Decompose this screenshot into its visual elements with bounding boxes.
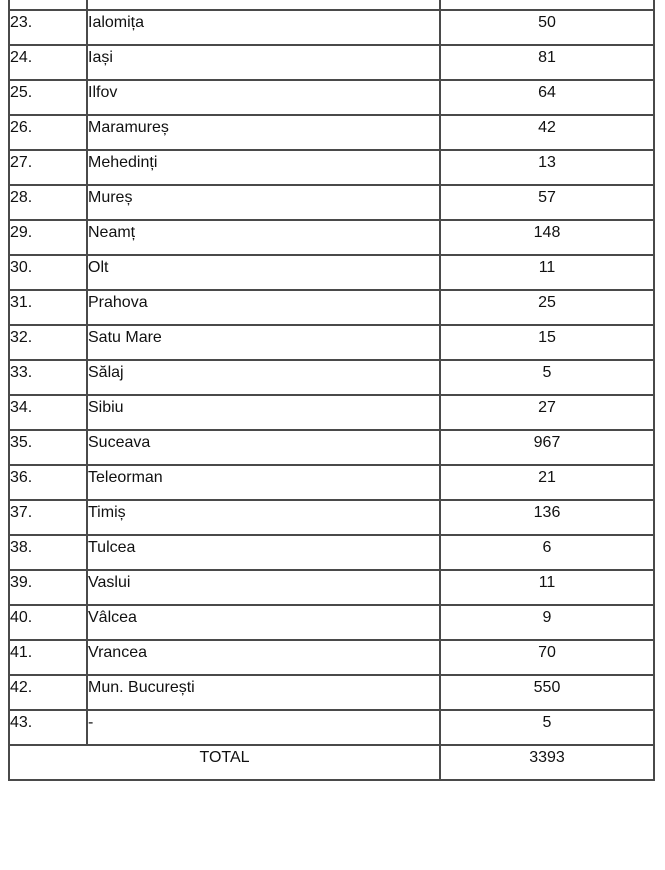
value-cell [440, 360, 654, 395]
row-number-cell [9, 45, 87, 80]
county-name: Ilfov [88, 84, 118, 101]
county-name: - [88, 714, 94, 731]
row-number: 25. [10, 84, 33, 101]
county-value: 81 [538, 49, 556, 66]
row-number-cell [9, 395, 87, 430]
table-row [9, 675, 654, 710]
county-name: Mehedinți [88, 154, 158, 171]
value-cell [440, 500, 654, 535]
row-number-cell [9, 255, 87, 290]
county-value: 42 [538, 119, 556, 136]
county-name-cell [87, 465, 440, 500]
value-cell [440, 10, 654, 45]
county-name-cell [87, 500, 440, 535]
value-cell [440, 430, 654, 465]
county-name: Timiș [88, 504, 126, 521]
total-label-cell [9, 745, 440, 780]
county-value: 9 [542, 609, 552, 626]
table-row [9, 640, 654, 675]
row-number-cell [9, 150, 87, 185]
value-cell [440, 150, 654, 185]
county-name-cell [87, 360, 440, 395]
table-row [9, 80, 654, 115]
row-number-cell [9, 360, 87, 395]
total-row [9, 745, 654, 780]
county-value: 5 [542, 364, 552, 381]
row-number-cell [9, 500, 87, 535]
county-name: Vrancea [88, 644, 147, 661]
row-number: 30. [10, 259, 33, 276]
county-value: 64 [538, 84, 556, 101]
table-row [9, 710, 654, 745]
county-name: Maramureș [88, 119, 169, 136]
row-number: 42. [10, 679, 33, 696]
county-value: 967 [533, 434, 561, 451]
row-number-cell [9, 115, 87, 150]
value-cell [440, 710, 654, 745]
county-name-cell [87, 675, 440, 710]
value-cell [440, 570, 654, 605]
row-number: 23. [10, 14, 33, 31]
table-row [9, 430, 654, 465]
value-cell [440, 255, 654, 290]
table-row [9, 115, 654, 150]
total-value: 3393 [529, 749, 565, 766]
row-number: 37. [10, 504, 33, 521]
row-number: 31. [10, 294, 33, 311]
county-name: Mun. București [88, 679, 195, 696]
county-name-cell [87, 395, 440, 430]
row-number: 27. [10, 154, 33, 171]
county-table [8, 9, 655, 781]
table-continuation-edge [8, 0, 655, 9]
county-name-cell [87, 220, 440, 255]
table-row [9, 185, 654, 220]
row-number-cell [9, 80, 87, 115]
county-name-cell [87, 535, 440, 570]
table-row [9, 360, 654, 395]
county-name-cell [87, 325, 440, 360]
county-value: 11 [538, 574, 556, 591]
county-value: 21 [538, 469, 556, 486]
table-row [9, 255, 654, 290]
county-name: Ialomița [88, 14, 145, 31]
county-name-cell [87, 45, 440, 80]
row-number-cell [9, 325, 87, 360]
county-name: Suceava [88, 434, 151, 451]
county-value: 27 [538, 399, 556, 416]
county-value: 25 [538, 294, 556, 311]
county-name: Vaslui [88, 574, 131, 591]
value-cell [440, 395, 654, 430]
row-number: 29. [10, 224, 33, 241]
county-value: 70 [538, 644, 556, 661]
row-number: 38. [10, 539, 33, 556]
table-row [9, 605, 654, 640]
county-name: Iași [88, 49, 113, 66]
value-cell [440, 220, 654, 255]
county-value: 15 [538, 329, 556, 346]
row-number-cell [9, 220, 87, 255]
table-row [9, 535, 654, 570]
value-cell [440, 675, 654, 710]
table-row [9, 500, 654, 535]
county-value: 57 [538, 189, 556, 206]
table-row [9, 570, 654, 605]
row-number: 43. [10, 714, 33, 731]
row-number: 40. [10, 609, 33, 626]
table-row [9, 150, 654, 185]
row-number-cell [9, 465, 87, 500]
county-table-wrapper [8, 0, 655, 781]
county-name: Mureș [88, 189, 133, 206]
county-name-cell [87, 605, 440, 640]
county-value: 136 [533, 504, 561, 521]
county-name-cell [87, 150, 440, 185]
table-row [9, 395, 654, 430]
county-name: Satu Mare [88, 329, 162, 346]
row-number: 28. [10, 189, 33, 206]
row-number: 34. [10, 399, 33, 416]
county-name-cell [87, 115, 440, 150]
county-value: 550 [533, 679, 561, 696]
county-name-cell [87, 570, 440, 605]
row-number-cell [9, 570, 87, 605]
county-name-cell [87, 290, 440, 325]
county-name: Vâlcea [88, 609, 137, 626]
county-value: 5 [542, 714, 552, 731]
row-number-cell [9, 290, 87, 325]
county-name-cell [87, 710, 440, 745]
county-name-cell [87, 430, 440, 465]
value-cell [440, 465, 654, 500]
county-name-cell [87, 255, 440, 290]
county-name-cell [87, 80, 440, 115]
row-number-cell [9, 605, 87, 640]
county-value: 50 [538, 14, 556, 31]
value-cell [440, 290, 654, 325]
value-cell [440, 115, 654, 150]
row-number-cell [9, 710, 87, 745]
table-row [9, 465, 654, 500]
value-cell [440, 80, 654, 115]
table-row [9, 325, 654, 360]
total-label: TOTAL [199, 749, 250, 766]
county-name: Sălaj [88, 364, 124, 381]
table-body [9, 10, 654, 780]
value-cell [440, 640, 654, 675]
row-number-cell [9, 185, 87, 220]
county-name: Sibiu [88, 399, 124, 416]
row-number: 32. [10, 329, 33, 346]
county-name: Olt [88, 259, 109, 276]
county-name: Prahova [88, 294, 148, 311]
county-name-cell [87, 10, 440, 45]
table-row [9, 220, 654, 255]
value-cell [440, 325, 654, 360]
county-name: Neamț [88, 224, 136, 241]
county-name: Tulcea [88, 539, 136, 556]
row-number: 26. [10, 119, 33, 136]
county-value: 148 [533, 224, 561, 241]
table-row [9, 290, 654, 325]
county-name-cell [87, 185, 440, 220]
row-number-cell [9, 10, 87, 45]
row-number: 35. [10, 434, 33, 451]
row-number: 41. [10, 644, 33, 661]
county-name-cell [87, 640, 440, 675]
row-number-cell [9, 535, 87, 570]
row-number: 33. [10, 364, 33, 381]
county-value: 13 [538, 154, 556, 171]
value-cell [440, 605, 654, 640]
row-number-cell [9, 640, 87, 675]
row-number-cell [9, 675, 87, 710]
value-cell [440, 45, 654, 80]
row-number: 24. [10, 49, 33, 66]
total-value-cell [440, 745, 654, 780]
county-value: 11 [538, 259, 556, 276]
table-row [9, 10, 654, 45]
county-name: Teleorman [88, 469, 163, 486]
county-value: 6 [542, 539, 552, 556]
table-row [9, 45, 654, 80]
row-number: 36. [10, 469, 33, 486]
row-number: 39. [10, 574, 33, 591]
row-number-cell [9, 430, 87, 465]
value-cell [440, 185, 654, 220]
value-cell [440, 535, 654, 570]
